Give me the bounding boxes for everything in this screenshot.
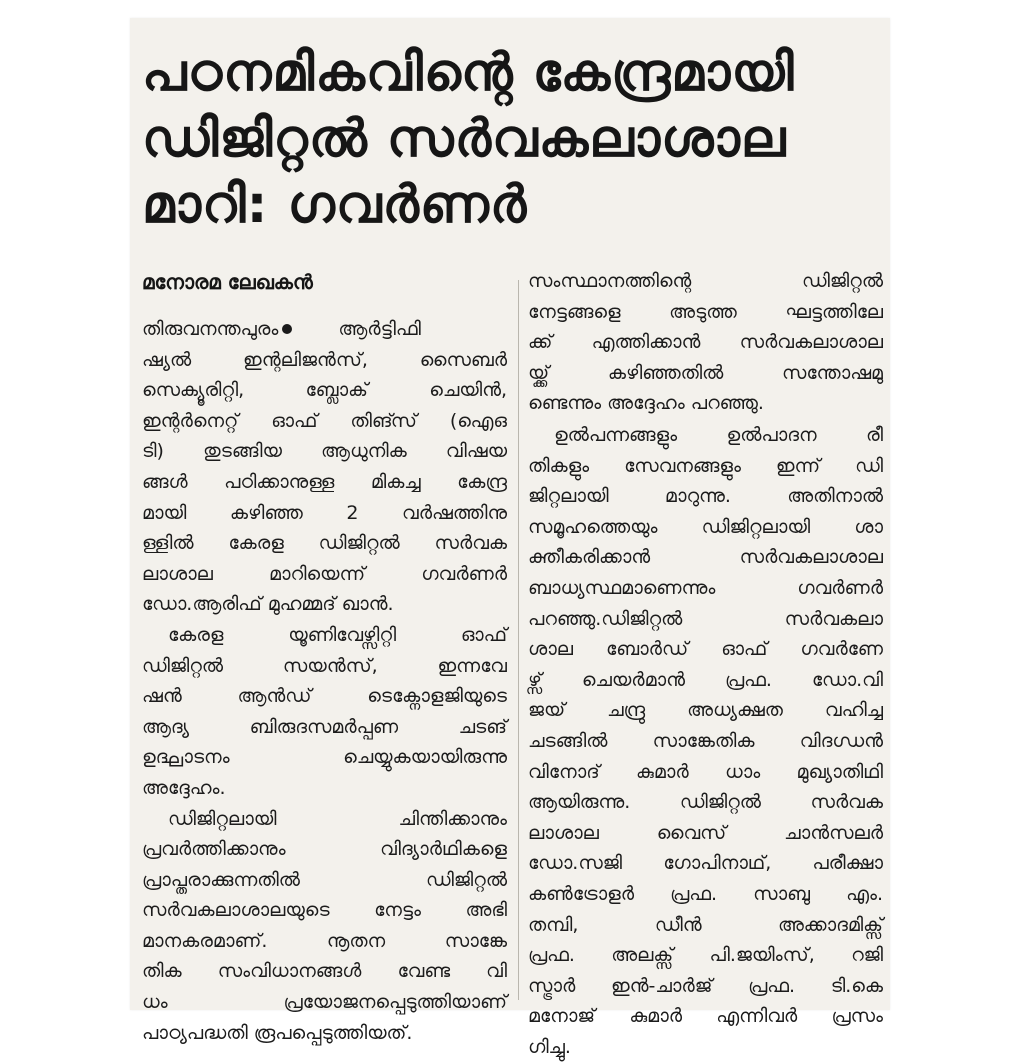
dateline-bullet-icon (282, 324, 292, 334)
body-text-line: സെക്യൂരിറ്റി, ബ്ലോക് ചെയിൻ, (142, 379, 507, 402)
newspaper-clipping (130, 18, 890, 1058)
body-text-line: അദ്ദേഹം. (142, 776, 226, 799)
body-text-line: ക്തീകരിക്കാൻ സർവകലാശാല (528, 546, 883, 569)
headline-line-1: പഠനമികവിന്റെ കേന്ദ്രമായി (142, 43, 795, 103)
body-text-line: ള്ളിൽ കേരള ഡിജിറ്റൽ സർവക (142, 532, 507, 555)
body-text-line: തമ്പി, ഡീൻ അക്കാദമിക്സ് (528, 913, 883, 936)
body-text-line: ഡിജിറ്റലായി ചിന്തിക്കാനും (168, 807, 507, 830)
headline (142, 40, 882, 238)
body-text-line: പ്രാപ്തരാക്കുന്നതിൽ ഡിജിറ്റൽ (142, 868, 507, 891)
body-text-line: തിക സംവിധാനങ്ങൾ വേണ്ട വി (142, 960, 507, 983)
byline: മനോരമ ലേഖകൻ (142, 270, 313, 294)
headline-line-2: ഡിജിറ്റൽ സർവകലാശാല (142, 109, 787, 169)
body-text-line: ശാല ബോർഡ് ഓഫ് ഗവർണേ (528, 638, 883, 661)
body-text-line: ഴ്സ് ചെയർമാൻ പ്രഫ. ഡോ.വി (528, 668, 883, 691)
body-text-line: സ്ട്രാർ ഇൻ-ചാർജ് പ്രഫ. ടി.കെ (528, 974, 883, 997)
body-text-line: ടി) തുടങ്ങിയ ആധുനിക വിഷയ (142, 440, 507, 463)
body-text-line: ബാധ്യസ്ഥമാണെന്നും ഗവർണർ (528, 576, 883, 599)
dateline-line (142, 314, 507, 345)
body-text-line: ഉൽപന്നങ്ങളും ഉൽപാദന രീ (554, 424, 883, 446)
body-text-line: ണ്ടെന്നും അദ്ദേഹം പറഞ്ഞു. (528, 392, 764, 415)
body-text-line: ഗിച്ചു. (528, 1035, 571, 1058)
body-text-line: ലാശാല വൈസ് ചാൻസലർ (528, 821, 883, 844)
headline-line-3: മാറി: ഗവർണർ (142, 175, 528, 235)
body-text-line: കേരള യൂണിവേഴ്സിറ്റി ഓഫ് (168, 623, 507, 646)
right-column-para-1 (528, 266, 883, 419)
body-text-line: സർവകലാശാലയുടെ നേട്ടം അഭി (142, 899, 507, 922)
body-text-line: ആയിരുന്നു. ഡിജിറ്റൽ സർവക (528, 791, 883, 814)
body-text-line: പാഠ്യപദ്ധതി രൂപപ്പെടുത്തിയത്. (142, 1021, 413, 1044)
right-column-para-2 (528, 420, 883, 1062)
body-text-line: ധം പ്രയോജനപ്പെടുത്തിയാണ് (142, 991, 507, 1014)
body-text-line: പ്രഫ. അലക്സ് പി.ജയിംസ്, റജി (528, 944, 883, 967)
body-text-line: ജയ് ചന്ദ്രു അധ്യക്ഷത വഹിച്ച (528, 699, 883, 722)
body-text-line: കൺട്രോളർ പ്രഫ. സാബു എം. (528, 882, 883, 905)
column-divider (518, 280, 519, 1000)
left-column (142, 314, 507, 1048)
body-text-line: ഇന്റർനെറ്റ് ഓഫ് തിങ്സ് (ഐഒ (142, 409, 507, 432)
body-text-line: മായി കഴിഞ്ഞ 2 വർഷത്തിനു (142, 501, 507, 524)
body-text-line: സമൂഹത്തെയും ഡിജിറ്റലായി ശാ (528, 515, 883, 538)
body-text-line: നേട്ടങ്ങളെ അടുത്ത ഘട്ടത്തിലേ (528, 300, 883, 323)
body-text-line: ഷൻ ആൻഡ് ടെക്നോളജിയുടെ (142, 685, 507, 708)
body-text-line: ക്ക് എത്തിക്കാൻ സർവകലാശാല (528, 331, 883, 354)
body-text-line: ജിറ്റലായി മാറുന്നു. അതിനാൽ (528, 485, 883, 508)
body-text-line: ചടങ്ങിൽ സാങ്കേതിക വിദഗ്ധൻ (528, 729, 883, 752)
body-text-line: ഷ്യൽ ഇന്റലിജൻസ്, സൈബർ (142, 348, 507, 371)
body-text-line: ആർട്ടിഫി (338, 318, 421, 340)
body-text-line: ഡിജിറ്റൽ സയൻസ്, ഇന്നവേ (142, 654, 507, 677)
body-text-line: മനോജ് കുമാർ എന്നിവർ പ്രസം (528, 1005, 883, 1028)
body-text-line: ഡോ.ആരിഫ് മുഹമ്മദ് ഖാൻ. (142, 593, 394, 616)
body-text-line: മാനകരമാണ്. നൂതന സാങ്കേ (142, 929, 507, 952)
body-text-line: ഡോ.സജി ഗോപിനാഥ്, പരീക്ഷാ (528, 852, 883, 875)
body-text-line: ങ്ങൾ പഠിക്കാനുള്ള മികച്ച കേന്ദ്ര (142, 470, 507, 493)
body-text-line: ആദ്യ ബിരുദസമർപ്പണ ചടങ് (142, 715, 507, 738)
body-text-line: വിനോദ് കുമാർ ധാം മുഖ്യാതിഥി (528, 760, 883, 783)
body-text-line: ലാശാല മാറിയെന്ന് ഗവർണർ (142, 562, 507, 585)
body-text-line: യ്ക്ക് കഴിഞ്ഞതിൽ സന്തോഷമു (528, 361, 883, 384)
dateline: തിരുവനന്തപുരം (142, 318, 279, 340)
body-text-line: പ്രവർത്തിക്കാനും വിദ്യാർഥികളെ (142, 838, 507, 861)
body-text-line: ഉദ്ഘാടനം ചെയ്യുകയായിരുന്നു (142, 746, 507, 769)
body-text-line: സംസ്ഥാനത്തിന്റെ ഡിജിറ്റൽ (528, 270, 883, 292)
body-text-line: പറഞ്ഞു.ഡിജിറ്റൽ സർവകലാ (528, 607, 883, 630)
body-text-line: തികളും സേവനങ്ങളും ഇന്ന് ഡി (528, 454, 883, 477)
